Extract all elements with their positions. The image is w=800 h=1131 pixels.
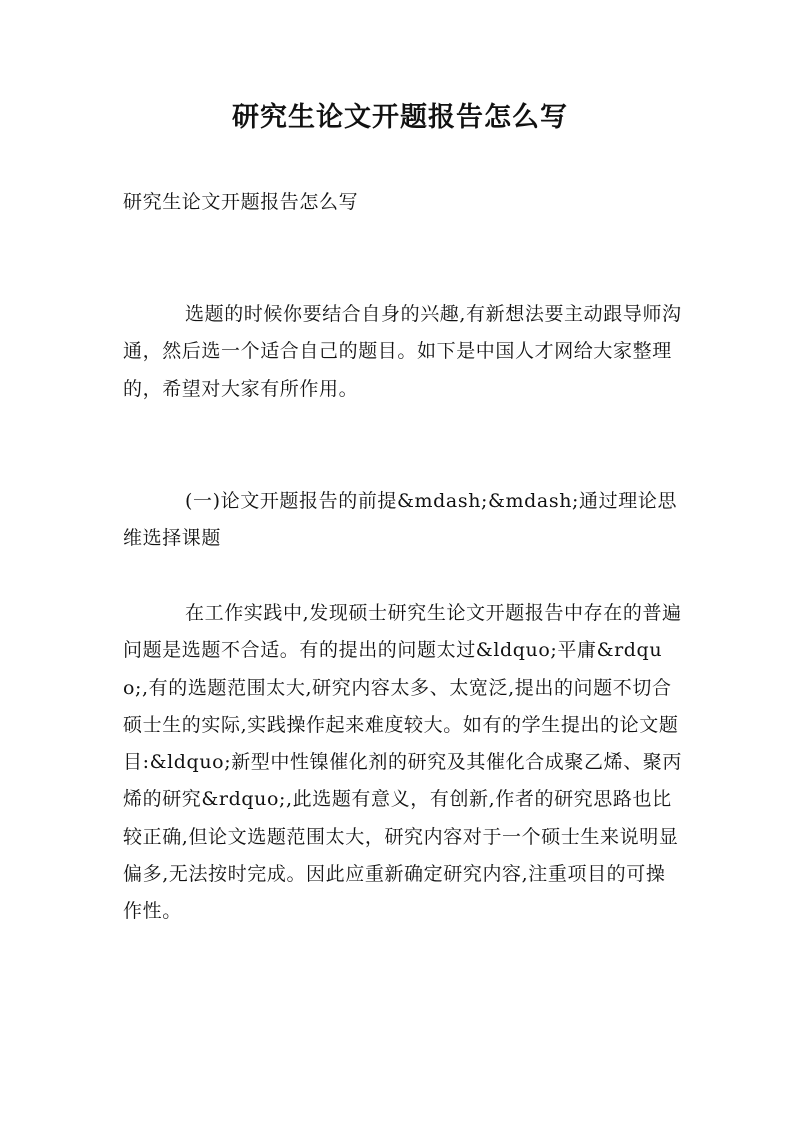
body-paragraph: 在工作实践中,发现硕士研究生论文开题报告中存在的普遍问题是选题不合适。有的提出的问题太过&ldquo;平庸&rdquo;,有的选题范围太大,研究内容太多、太宽泛,提出的问题不切合硕士生的实际,实践操作起来难度较大。如有的学生提出的论文题目:&ldquo;新型中性镍催化剂的研究及其催化合成聚乙烯、聚丙烯的研究&rdquo;,此选题有意义，有创新,作者的研究思路也比较正确,但论文选题范围太大，研究内容对于一个硕士生来说明显偏多,无法按时完成。因此应重新确定研究内容,注重项目的可操作性。 <box>123 602 682 923</box>
section-heading-paragraph: (一)论文开题报告的前提&mdash;&mdash;通过理论思维选择课题 <box>123 490 678 550</box>
intro-paragraph: 选题的时候你要结合自身的兴趣,有新想法要主动跟导师沟通，然后选一个适合自己的题目。如下是中国人才网给大家整理的，希望对大家有所作用。 <box>123 303 682 400</box>
document-subtitle: 研究生论文开题报告怎么写 <box>123 191 359 213</box>
document-title: 研究生论文开题报告怎么写 <box>232 102 568 133</box>
